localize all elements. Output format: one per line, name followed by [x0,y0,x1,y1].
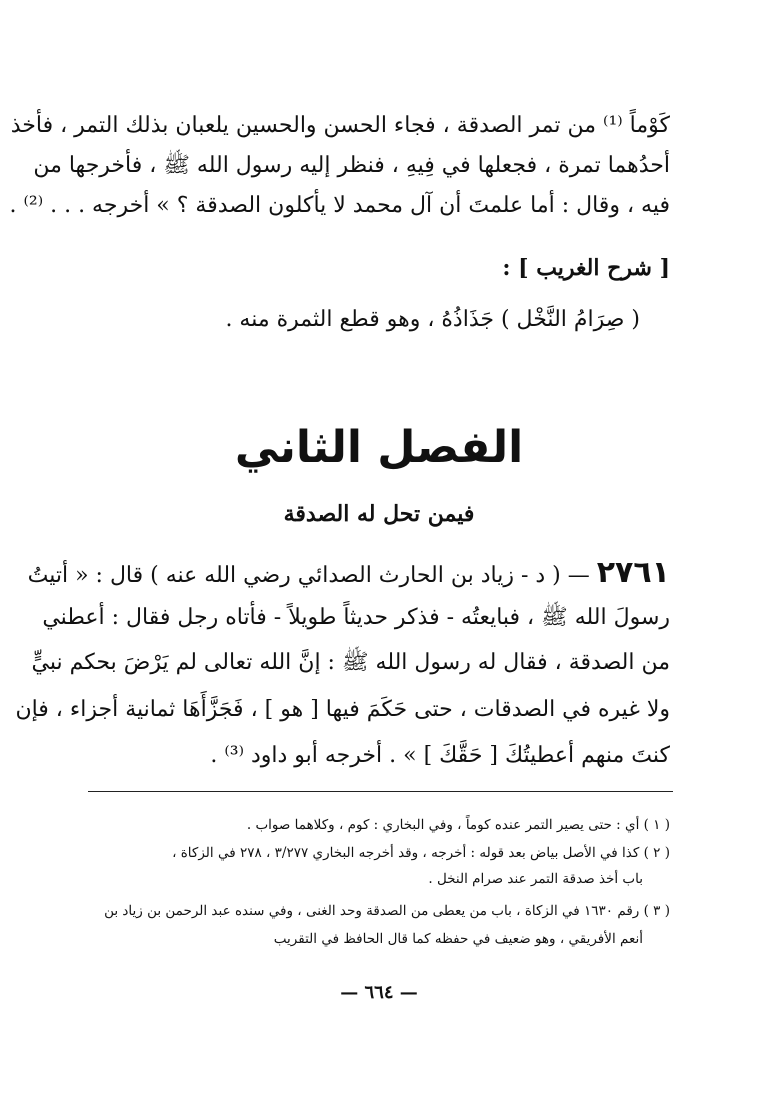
footnote-3-continued: أنعم الأفريقي ، وهو ضعيف في حفظه كما قال الحافظ في التقريب [273,931,643,947]
paragraph-line-2: أحدُهما تمرة ، فجعلها في فِيهِ ، فنظر إليه رسول الله ﷺ ، فأخرجها من [33,153,670,178]
sharh-text: ( صِرَامُ النَّخْل ) جَذَاذُهُ ، وهو قطع الثمرة منه . [225,307,640,332]
page-number: — ٦٦٤ — [340,982,418,1003]
hadith-line-5: كنتَ منهم أعطيتُكَ [ حَقَّكَ ] » . أخرجه أبو داود ⁽³⁾ . [210,743,670,768]
hadith-line-1-text: — ( د - زياد بن الحارث الصدائي رضي الله عنه ) قال : « أتيتُ [27,563,590,588]
footnote-2: ( ٢ ) كذا في الأصل بياض بعد قوله : أخرجه ، وقد أخرجه البخاري ٣/٢٧٧ ، ٢٧٨ في الزكاة ، [172,845,670,861]
footnote-divider [88,791,673,792]
hadith-line-2: رسولَ الله ﷺ ، فبايعتُه - فذكر حديثاً طويلاً - فأتاه رجل فقال : أعطني [42,605,670,630]
footnote-3: ( ٣ ) رقم ١٦٣٠ في الزكاة ، باب من يعطى من الصدقة وحد الغنى ، وفي سنده عبد الرحمن بن زياد بن [104,903,670,919]
hadith-line-1 [27,553,670,596]
chapter-subtitle: فيمن تحل له الصدقة [283,501,475,527]
chapter-title: الفصل الثاني [234,422,524,473]
footnote-1: ( ١ ) أي : حتى يصير التمر عنده كوماً ، وفي البخاري : كوم ، وكلاهما صواب . [246,817,670,833]
footnote-2-continued: باب أخذ صدقة التمر عند صرام النخل . [428,871,643,887]
paragraph-line-3: فيه ، وقال : أما علمتَ أن آل محمد لا يأكلون الصدقة ؟ » أخرجه . . . ⁽²⁾ . [9,193,670,218]
hadith-number: ٢٧٦١ [596,555,670,590]
hadith-line-4: ولا غيره في الصدقات ، حتى حَكَمَ فيها [ هو ] ، فَجَزَّأَهَا ثمانية أجزاء ، فإن [15,697,670,722]
sharh-heading: [ شرح الغريب ] : [502,255,670,281]
hadith-line-3: من الصدقة ، فقال له رسول الله ﷺ : إنَّ الله تعالى لم يَرْضَ بحكم نبيٍّ [31,650,670,675]
paragraph-line-1: كَوْماً ⁽¹⁾ من تمر الصدقة ، فجاء الحسن والحسين يلعبان بذلك التمر ، فأخذ [10,113,670,138]
